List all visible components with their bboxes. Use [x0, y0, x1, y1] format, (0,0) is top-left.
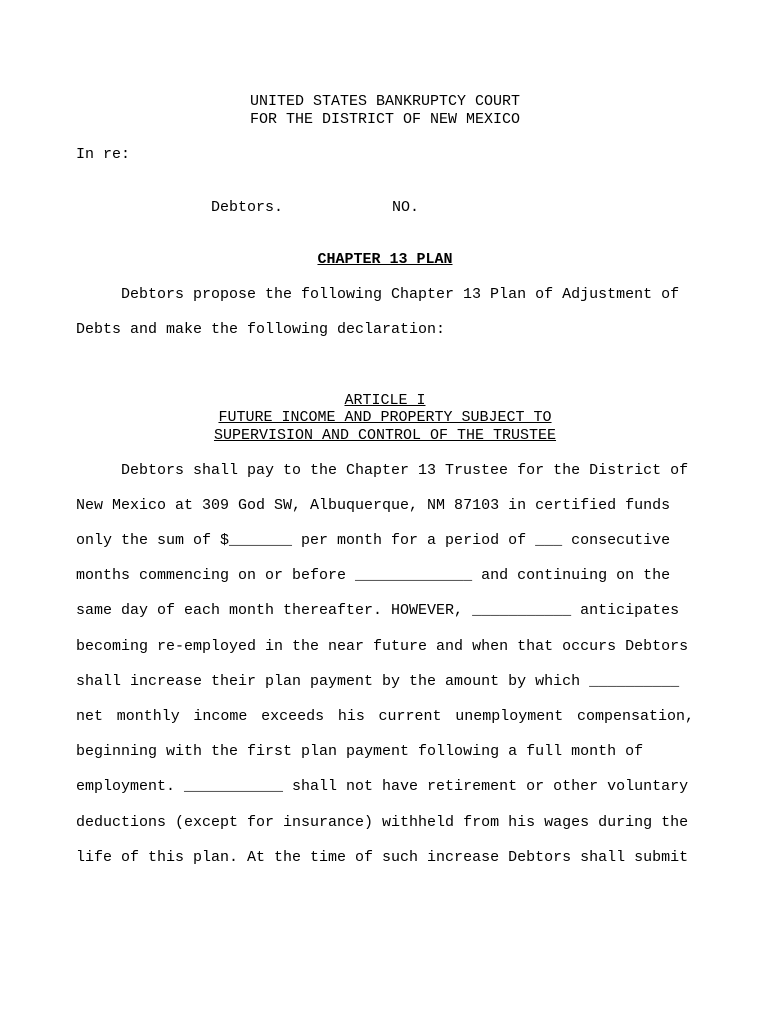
body-line: Debtors shall pay to the Chapter 13 Trustee for the District of — [121, 462, 689, 479]
article-subheading-1: FUTURE INCOME AND PROPERTY SUBJECT TO — [218, 409, 552, 426]
body-line: deductions (except for insurance) withheld from his wages during the — [76, 814, 689, 831]
court-name: UNITED STATES BANKRUPTCY COURT — [249, 93, 521, 110]
body-line: New Mexico at 309 God SW, Albuquerque, NM 87103 in certified funds — [76, 497, 671, 514]
body-line: life of this plan. At the time of such increase Debtors shall submit — [76, 849, 689, 866]
article-heading: ARTICLE I — [344, 392, 426, 409]
intro-line-2: Debts and make the following declaration: — [76, 321, 446, 338]
debtors-label: Debtors. — [211, 199, 284, 216]
body-line: beginning with the first plan payment following a full month of — [76, 743, 644, 760]
body-line: employment. ___________ shall not have retirement or other voluntary — [76, 778, 689, 795]
document-title: CHAPTER 13 PLAN — [317, 251, 453, 268]
intro-line-1: Debtors propose the following Chapter 13 Plan of Adjustment of — [121, 286, 680, 303]
body-line: months commencing on or before _____________ and continuing on the — [76, 567, 671, 584]
case-number-label: NO. — [392, 199, 420, 216]
body-line: net monthly income exceeds his current unemployment compensation, — [76, 708, 694, 725]
in-re-label: In re: — [76, 146, 131, 163]
body-line: shall increase their plan payment by the amount by which __________ — [76, 673, 680, 690]
court-district: FOR THE DISTRICT OF NEW MEXICO — [249, 111, 521, 128]
article-subheading-2: SUPERVISION AND CONTROL OF THE TRUSTEE — [213, 427, 557, 444]
body-line: only the sum of $_______ per month for a period of ___ consecutive — [76, 532, 671, 549]
body-line: becoming re-employed in the near future and when that occurs Debtors — [76, 638, 689, 655]
body-line: same day of each month thereafter. HOWEVER, ___________ anticipates — [76, 602, 680, 619]
